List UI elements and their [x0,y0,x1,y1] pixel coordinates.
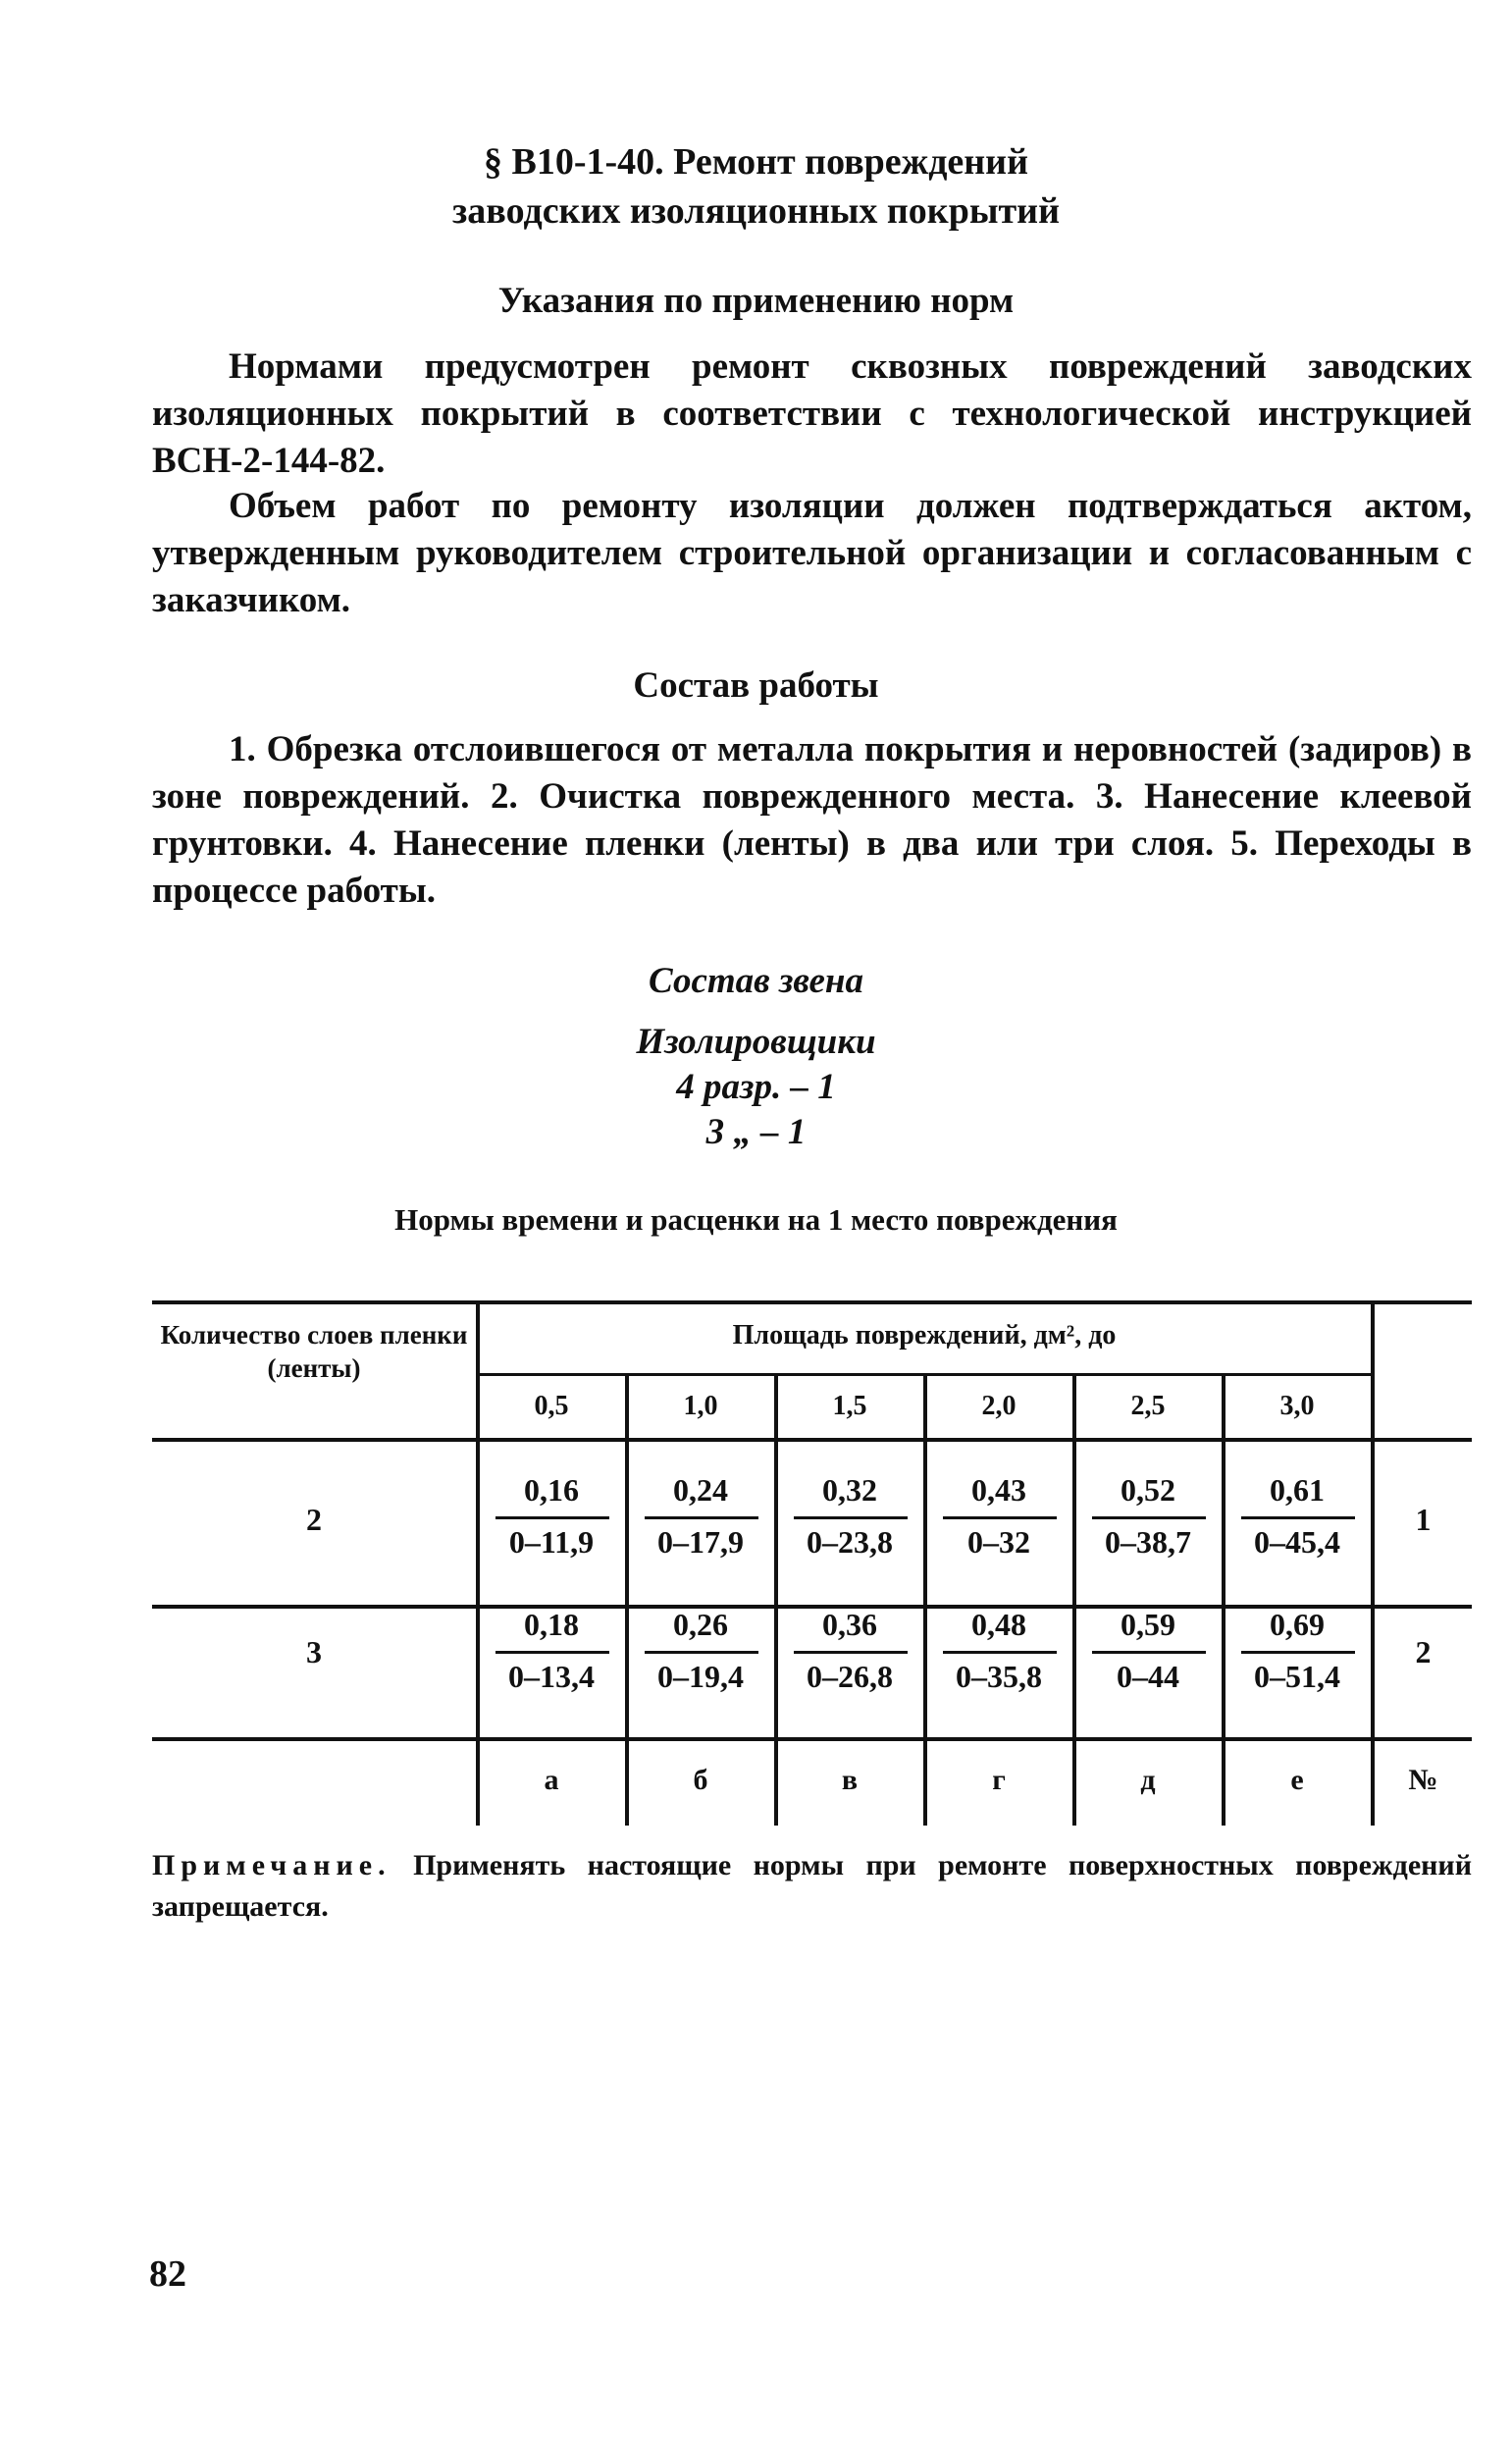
row1-norm-4: 0,52 [1121,1472,1175,1508]
crew-line-1: 4 разр. – 1 [676,1067,836,1107]
row1-frac-line-3 [943,1516,1057,1519]
row1-norm-0: 0,16 [524,1472,579,1508]
row1-frac-line-4 [1092,1516,1206,1519]
row2-norm-1: 0,26 [673,1607,728,1642]
col-letter-0: а [544,1764,559,1796]
row2-price-4: 0–44 [1117,1659,1179,1694]
col-header-1: 1,0 [683,1391,718,1421]
row2-norm-3: 0,48 [971,1607,1026,1642]
row2-number: 2 [1415,1634,1432,1669]
table-note [152,1845,1472,1928]
row1-frac-line-2 [794,1516,908,1519]
row1-frac-line-0 [495,1516,609,1519]
col-letter-3: г [992,1764,1006,1796]
col-divider-1 [625,1373,629,1826]
instructions-paragraph-1: Нормами предусмотрен ремонт сквозных повреждений заводских изоляционных покрытий в соответствии с технологической инструкцией ВСН-2-144-82. [152,346,1472,481]
col-divider-6 [1371,1300,1375,1826]
number-label: № [1408,1764,1438,1796]
col-header-0: 0,5 [534,1391,569,1421]
row2-frac-line-3 [943,1651,1057,1654]
col-header-4: 2,5 [1130,1391,1166,1421]
row1-norm-5: 0,61 [1270,1472,1325,1508]
row2-frac-line-4 [1092,1651,1206,1654]
row1-norm-1: 0,24 [673,1472,728,1508]
row2-frac-line-5 [1241,1651,1355,1654]
row1-price-3: 0–32 [967,1524,1030,1560]
section-title [0,137,1512,236]
row1-number: 1 [1415,1502,1432,1537]
row1-frac-line-1 [645,1516,758,1519]
note-text: Применять настоящие нормы при ремонте поверхностных повреждений запрещается. [152,1849,1473,1923]
row2-price-5: 0–51,4 [1254,1659,1340,1694]
row2-norm-4: 0,59 [1121,1607,1175,1642]
col-divider-5 [1222,1373,1225,1826]
row2-frac-line-0 [495,1651,609,1654]
norms-table [152,1300,1472,1826]
work-heading: Состав работы [633,665,879,706]
row1-norm-2: 0,32 [822,1472,877,1508]
col-letter-4: д [1140,1764,1156,1796]
row2-frac-line-1 [645,1651,758,1654]
col-header-5: 3,0 [1279,1391,1315,1421]
area-header: Площадь повреждений, дм², до [732,1320,1117,1351]
row1-price-2: 0–23,8 [807,1524,893,1560]
instructions-heading: Указания по применению норм [497,281,1015,321]
row1-price-4: 0–38,7 [1105,1524,1191,1560]
row2-price-3: 0–35,8 [956,1659,1042,1694]
header-bottom-rule [152,1438,1472,1442]
crew-role: Изолировщики [636,1022,876,1062]
row2-frac-line-2 [794,1651,908,1654]
col-letter-2: в [841,1764,859,1796]
section-title-line1: § В10-1-40. Ремонт повреждений [484,141,1028,183]
work-composition-text: 1. Обрезка отслоившегося от металла покрытия и неровностей (задиров) в зоне повреждений. 2. Очистка поврежденного места. 3. Нанесение клеевой грунтовки. 4. Нанесение пленки (ленты) в два или три слоя. 5. Переходы в процессе работы. [152,729,1472,911]
col-letter-5: е [1290,1764,1304,1796]
row2-norm-0: 0,18 [524,1607,579,1642]
row1-price-5: 0–45,4 [1254,1524,1340,1560]
row2-price-0: 0–13,4 [508,1659,595,1694]
section-title-line2: заводских изоляционных покрытий [452,190,1060,232]
row1-price-1: 0–17,9 [657,1524,744,1560]
table-top-rule [152,1300,1472,1304]
row2-price-1: 0–19,4 [657,1659,744,1694]
page-number: 82 [149,2253,186,2295]
note-label: Примечание. [152,1849,391,1881]
layers-header: Количество слоев пленки (ленты) [160,1320,468,1383]
row2-norm-5: 0,69 [1270,1607,1325,1642]
col-divider-3 [923,1373,927,1826]
col-header-2: 1,5 [832,1391,867,1421]
row1-frac-line-5 [1241,1516,1355,1519]
instructions-paragraph-2: Объем работ по ремонту изоляции должен подтверждаться актом, утвержденным руководителем строительной организации и согласованным с заказчиком. [152,486,1472,620]
col-letter-1: б [693,1764,708,1796]
crew-line-2: 3 „ – 1 [705,1112,807,1152]
row2-bottom-rule [152,1737,1472,1741]
table-title: Нормы времени и расценки на 1 место повреждения [394,1202,1118,1237]
col-divider-2 [774,1373,778,1826]
row2-layers: 3 [306,1634,322,1669]
row1-norm-3: 0,43 [971,1472,1026,1508]
col-divider-0 [476,1300,480,1826]
crew-heading: Состав звена [649,961,863,1001]
col-divider-4 [1072,1373,1076,1826]
row1-layers: 2 [306,1502,322,1537]
row1-price-0: 0–11,9 [508,1524,595,1560]
row2-price-2: 0–26,8 [807,1659,893,1694]
col-header-3: 2,0 [981,1391,1017,1421]
row2-norm-2: 0,36 [822,1607,877,1642]
